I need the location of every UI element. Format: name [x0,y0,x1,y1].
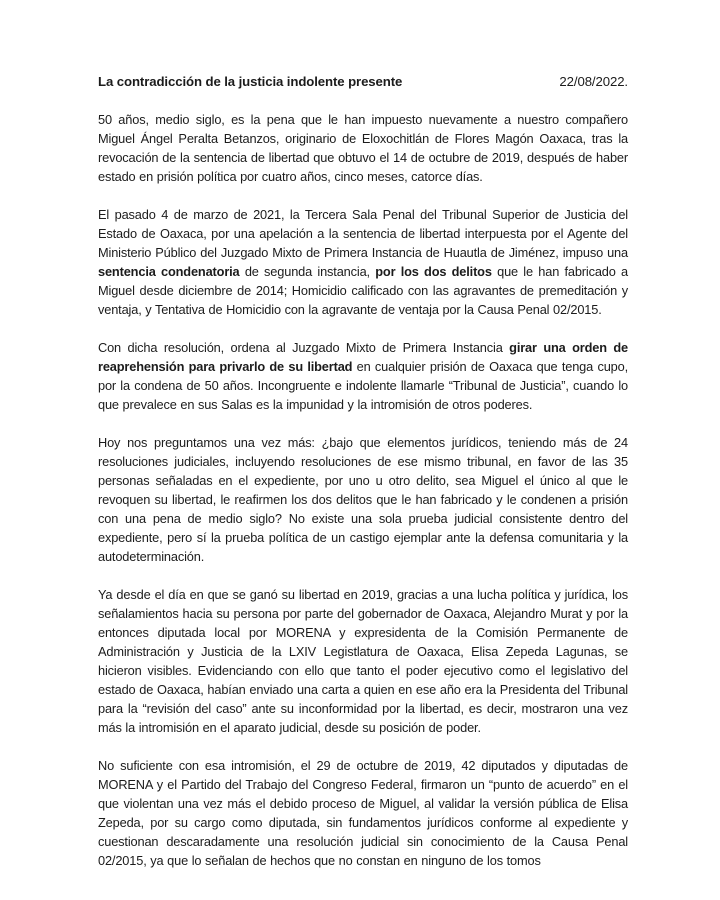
text-run: El pasado 4 de marzo de 2021, la Tercera Sala Penal del Tribunal Superior de Justicia del Estado de Oaxaca, por una apelación a la sentencia de libertad interpuesta por el Agente del Ministerio Público del Juzgado Mixto de Primera Instancia de Huautla de Jiménez, impuso una [98,207,628,260]
text-run: en cualquier prisión de Oaxaca que tenga cupo, por la condena de 50 años. Incongruente e indolente llamarle “Tribunal de Justicia”, cuando lo que prevalece en sus Salas es la impunidad y la intromisión de otros poderes. [98,359,628,412]
text-run: 50 años, medio siglo, es la pena que le han impuesto nuevamente a nuestro compañero Miguel Ángel Peralta Betanzos, originario de Eloxochitlán de Flores Magón Oaxaca, tras la revocación de la sentencia de libertad que obtuvo el 14 de octubre de 2019, después de haber estado en prisión política por cuatro años, cinco meses, catorce días. [98,112,628,184]
paragraph [98,585,628,737]
document-body [98,110,628,870]
document-date: 22/08/2022. [559,74,628,89]
text-run: No suficiente con esa intromisión, el 29 de octubre de 2019, 42 diputados y diputadas de MORENA y el Partido del Trabajo del Congreso Federal, firmaron un “punto de acuerdo” en el que violentan una vez más el debido proceso de Miguel, al validar la versión pública de Elisa Zepeda, por su cargo como diputada, sin fundamentos jurídicos conforme al expediente y cuestionan descaradamente una resolución judicial sin conocimiento de la Causa Penal 02/2015, ya que lo señalan de hechos que no constan en ninguno de los tomos [98,758,628,868]
document-title: La contradicción de la justicia indolente presente [98,74,403,89]
text-run: de segunda instancia, [239,264,376,279]
bold-text-run: por los dos delitos [375,264,492,279]
paragraph [98,205,628,319]
text-run: Hoy nos preguntamos una vez más: ¿bajo que elementos jurídicos, teniendo más de 24 resoluciones judiciales, incluyendo resoluciones de ese mismo tribunal, en favor de las 35 personas señaladas en el expediente, por uno u otro delito, sea Miguel el único al que le revoquen su libertad, le reafirmen los dos delitos que le han fabricado y le condenen a prisión con una pena de medio siglo? No existe una sola prueba judicial consistente dentro del expediente, pero sí la prueba política de un castigo ejemplar ante la defensa comunitaria y la autodeterminación. [98,435,628,564]
text-run: Con dicha resolución, ordena al Juzgado Mixto de Primera Instancia [98,340,510,355]
text-run: que le han fabricado a Miguel desde diciembre de 2014; Homicidio calificado con las agravantes de premeditación y ventaja, y Tentativa de Homicidio con la agravante de ventaja por la Causa Penal 02/2015. [98,264,629,317]
paragraph [98,756,628,870]
bold-text-run: girar una orden de reaprehensión para privarlo de su libertad [98,340,629,374]
bold-text-run: sentencia condenatoria [98,264,240,279]
text-run: Ya desde el día en que se ganó su libertad en 2019, gracias a una lucha política y jurídica, los señalamientos hacia su persona por parte del gobernador de Oaxaca, Alejandro Murat y por la entonces diputada local por MORENA y expresidenta de la Comisión Permanente de Administración y Justicia de la LXIV Legistlatura de Oaxaca, Elisa Zepeda Lagunas, se hicieron visibles. Evidenciando con ello que tanto el poder ejecutivo como el legislativo del estado de Oaxaca, habían enviado una carta a quien en ese año era la Presidenta del Tribunal para la “revisión del caso” ante su inconformidad por la libertad, es decir, mostraron una vez más la intromisión en el aparato judicial, desde su posición de poder. [98,587,628,735]
paragraph [98,110,628,186]
paragraph [98,433,628,566]
document-header [98,72,628,91]
paragraph [98,338,628,414]
